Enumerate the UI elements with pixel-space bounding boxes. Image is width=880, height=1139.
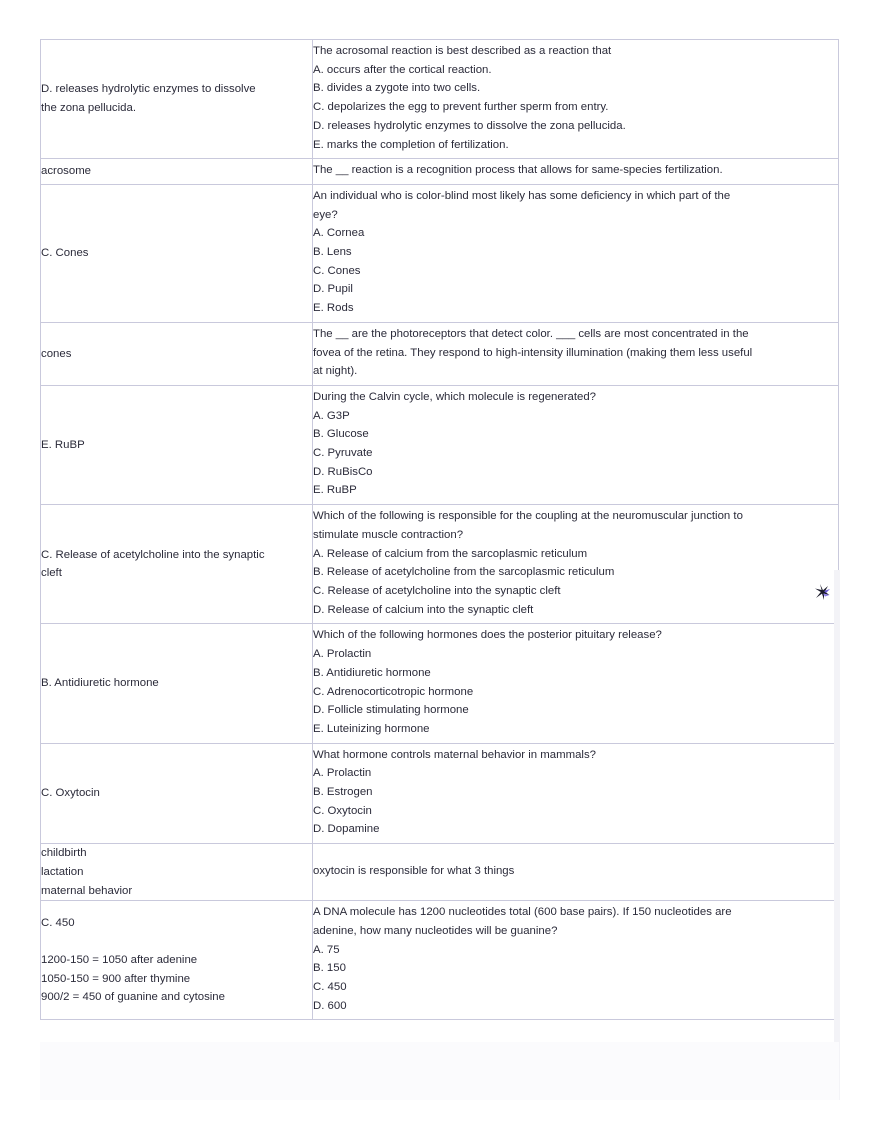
sparkle-star-icon[interactable]: [813, 583, 831, 601]
question-cell: [313, 159, 839, 185]
question-text: The __ reaction is a recognition process that allows for same-species fertilization.: [313, 164, 723, 177]
answer-line: E. RuBP: [41, 438, 85, 451]
option-line: A. Release of calcium from the sarcoplasmic reticulum: [313, 547, 588, 560]
answer-line: 1200-150 = 1050 after adenine: [41, 953, 198, 966]
option-line: D. Follicle stimulating hormone: [313, 704, 469, 717]
question-text: Which of the following hormones does the posterior pituitary release?: [313, 629, 662, 642]
option-line: B. divides a zygote into two cells.: [313, 82, 481, 95]
option-line: A. Prolactin: [313, 648, 372, 661]
answer-line: [41, 932, 292, 951]
card-row: [41, 40, 839, 159]
question-text: Which of the following is responsible for the coupling at the neuromuscular junction to: [313, 510, 743, 523]
flashcard-table: [40, 39, 839, 1020]
option-line: E. marks the completion of fertilization.: [313, 138, 509, 151]
question-text: The acrosomal reaction is best described as a reaction that: [313, 45, 612, 57]
option-line: D. RuBisCo: [313, 465, 373, 478]
card-row: [41, 844, 839, 901]
answer-line: the zona pellucida.: [41, 102, 136, 115]
card-row: [41, 505, 839, 624]
option-line: A. G3P: [313, 409, 350, 422]
option-line: A. Prolactin: [313, 767, 372, 780]
question-cell: [313, 505, 839, 624]
question-cell: [313, 184, 839, 322]
question-cell: [313, 385, 839, 504]
option-line: B. Glucose: [313, 428, 369, 441]
question-text: The __ are the photoreceptors that detect color. ___ cells are most concentrated in the: [313, 327, 749, 340]
question-cell: [313, 40, 839, 159]
option-line: C. Release of acetylcholine into the synaptic cleft: [313, 584, 561, 597]
answer-line: 900/2 = 450 of guanine and cytosine: [41, 991, 225, 1004]
card-row: [41, 322, 839, 385]
card-row: [41, 624, 839, 743]
card-row: [41, 743, 839, 844]
card-row: [41, 159, 839, 185]
option-line: B. Release of acetylcholine from the sarcoplasmic reticulum: [313, 566, 615, 579]
option-line: C. Oxytocin: [313, 804, 372, 817]
option-line: B. Lens: [313, 246, 352, 259]
option-line: A. 75: [313, 943, 340, 956]
option-line: C. depolarizes the egg to prevent further sperm from entry.: [313, 101, 609, 114]
option-line: D. releases hydrolytic enzymes to dissolve the zona pellucida.: [313, 119, 626, 132]
answer-cell: [41, 901, 313, 1020]
option-line: stimulate muscle contraction?: [313, 528, 464, 541]
option-line: E. RuBP: [313, 484, 357, 497]
answer-line: C. Cones: [41, 247, 89, 260]
answer-cell: [41, 385, 313, 504]
option-line: C. Cones: [313, 264, 361, 277]
question-text: During the Calvin cycle, which molecule is regenerated?: [313, 390, 597, 403]
option-line: C. Pyruvate: [313, 447, 373, 460]
option-line: adenine, how many nucleotides will be guanine?: [313, 924, 558, 937]
question-cell: [313, 901, 839, 1020]
question-cell: [313, 743, 839, 844]
option-line: D. Dopamine: [313, 823, 380, 836]
answer-cell: [41, 184, 313, 322]
card-row: [41, 184, 839, 322]
question-text: What hormone controls maternal behavior in mammals?: [313, 748, 596, 761]
option-line: fovea of the retina. They respond to high-intensity illumination (making them less useful: [313, 346, 753, 359]
answer-line: C. Oxytocin: [41, 787, 100, 800]
option-line: E. Rods: [313, 302, 354, 315]
answer-line: maternal behavior: [41, 884, 133, 897]
answer-line: childbirth: [41, 847, 87, 860]
answer-line: 1050-150 = 900 after thymine: [41, 972, 191, 985]
question-cell: [313, 322, 839, 385]
answer-cell: [41, 40, 313, 159]
answer-cell: [41, 505, 313, 624]
option-line: A. Cornea: [313, 227, 365, 240]
option-line: B. Estrogen: [313, 786, 373, 799]
answer-line: cleft: [41, 567, 62, 580]
option-line: eye?: [313, 208, 338, 221]
option-line: at night).: [313, 365, 358, 378]
question-text: An individual who is color-blind most likely has some deficiency in which part of the: [313, 189, 731, 202]
option-line: D. Release of calcium into the synaptic cleft: [313, 603, 534, 616]
answer-line: C. Release of acetylcholine into the synaptic: [41, 548, 265, 561]
answer-line: C. 450: [41, 916, 75, 929]
answer-cell: [41, 159, 313, 185]
option-line: E. Luteinizing hormone: [313, 722, 430, 735]
question-text: oxytocin is responsible for what 3 things: [313, 864, 515, 877]
page-footer-area: [40, 1042, 839, 1100]
answer-cell: [41, 624, 313, 743]
scrollbar-track[interactable]: [834, 570, 840, 1100]
question-cell: [313, 844, 839, 901]
option-line: B. 150: [313, 962, 346, 975]
option-line: B. Antidiuretic hormone: [313, 666, 431, 679]
answer-line: B. Antidiuretic hormone: [41, 677, 159, 690]
question-cell: [313, 624, 839, 743]
card-row: [41, 385, 839, 504]
card-row: [41, 901, 839, 1020]
option-line: A. occurs after the cortical reaction.: [313, 63, 492, 76]
option-line: C. Adrenocorticotropic hormone: [313, 685, 474, 698]
answer-line: cones: [41, 347, 72, 360]
option-line: C. 450: [313, 981, 347, 994]
answer-line: acrosome: [41, 165, 92, 178]
option-line: D. 600: [313, 999, 347, 1012]
answer-line: lactation: [41, 865, 84, 878]
answer-cell: [41, 844, 313, 901]
answer-cell: [41, 743, 313, 844]
option-line: D. Pupil: [313, 283, 353, 296]
answer-line: D. releases hydrolytic enzymes to dissolve: [41, 83, 256, 96]
answer-cell: [41, 322, 313, 385]
question-text: A DNA molecule has 1200 nucleotides total (600 base pairs). If 150 nucleotides are: [313, 906, 732, 919]
